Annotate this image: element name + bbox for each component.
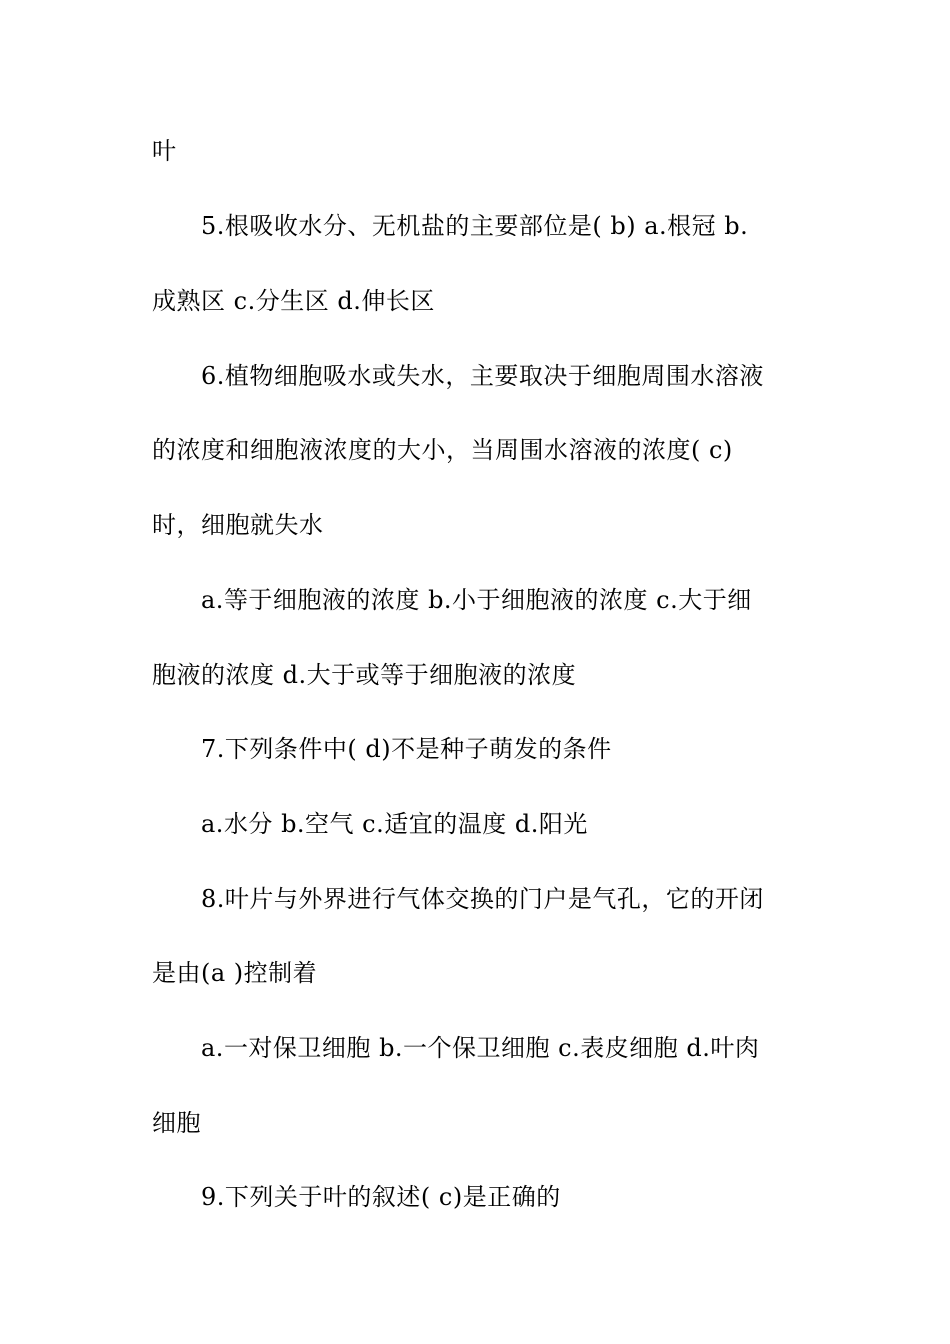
text-line: 时，细胞就失水 (152, 511, 324, 539)
text-line: 胞液的浓度 d.大于或等于细胞液的浓度 (152, 661, 577, 689)
question-7: 7.下列条件中( d)不是种子萌发的条件 (201, 735, 612, 763)
options-line: a.等于细胞液的浓度 b.小于细胞液的浓度 c.大于细 (201, 586, 752, 614)
question-5: 5.根吸收水分、无机盐的主要部位是( b) a.根冠 b. (201, 212, 749, 240)
text-line: 是由(a )控制着 (152, 959, 318, 987)
text-line: 成熟区 c.分生区 d.伸长区 (152, 287, 435, 315)
text-line: 的浓度和细胞液浓度的大小，当周围水溶液的浓度( c) (152, 436, 733, 464)
question-8: 8.叶片与外界进行气体交换的门户是气孔，它的开闭 (201, 885, 764, 913)
text-line: 叶 (152, 137, 177, 165)
options-line: a.一对保卫细胞 b.一个保卫细胞 c.表皮细胞 d.叶肉 (201, 1034, 760, 1062)
text-line: 细胞 (152, 1109, 201, 1137)
options-line: a.水分 b.空气 c.适宜的温度 d.阳光 (201, 810, 588, 838)
question-6: 6.植物细胞吸水或失水，主要取决于细胞周围水溶液 (201, 362, 764, 390)
question-9: 9.下列关于叶的叙述( c)是正确的 (201, 1183, 561, 1211)
